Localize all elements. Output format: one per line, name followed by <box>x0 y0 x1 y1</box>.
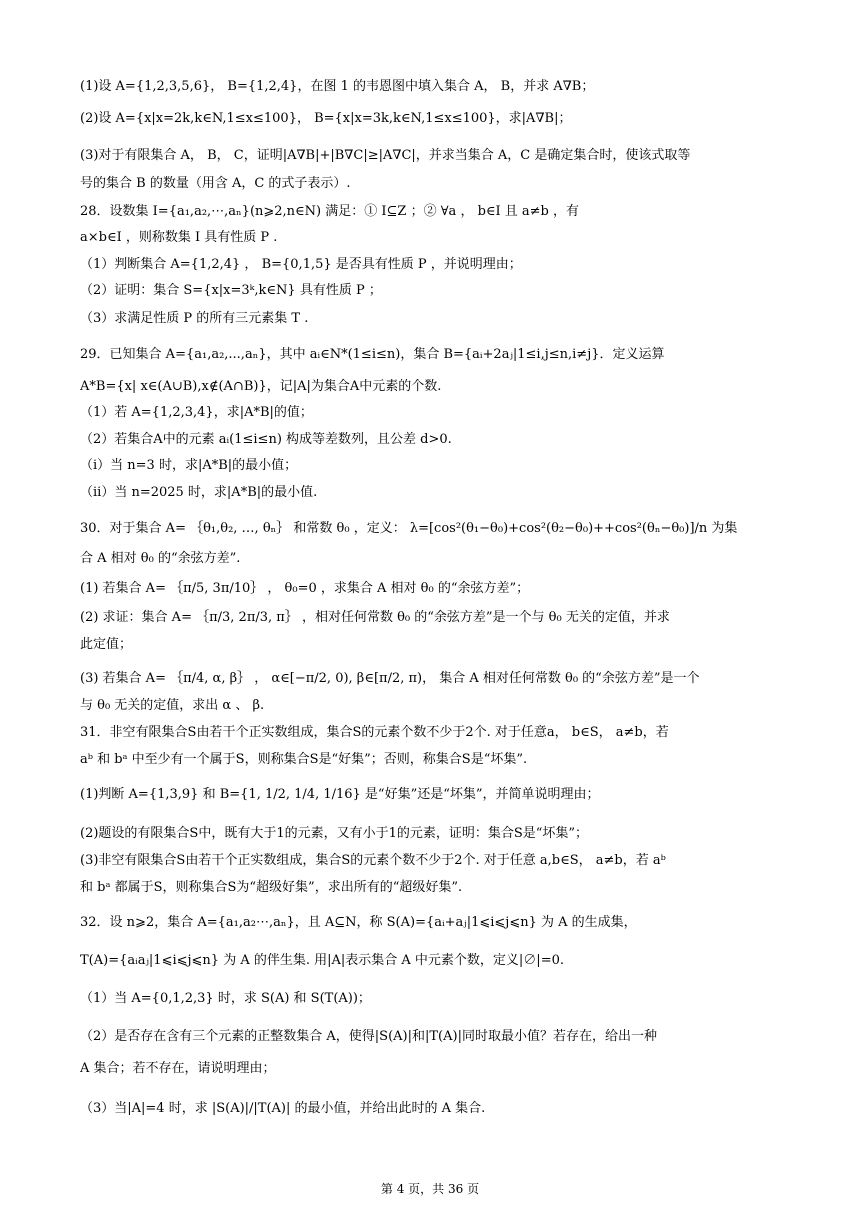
text-line: （1）判断集合 A={1,2,4} ， B={0,1,5} 是否具有性质 P ，并说明理由； <box>80 257 522 272</box>
text-line: （3）求满足性质 P 的所有三元素集 T . <box>80 311 309 326</box>
text-line: 28．设数集 I={a₁,a₂,⋯,aₙ}(n⩾2,n∈N) 满足：① I⊆Z ；② ∀a ， b∈I 且 a≠b ，有 <box>80 204 580 219</box>
text-line: (3) 若集合 A= ｛π/4, α, β｝ ， α∈[−π/2, 0), β∈[π/2, π)， 集合 A 相对任何常数 θ₀ 的“余弦方差”是一个 <box>80 671 700 686</box>
text-line: （1）当 A={0,1,2,3} 时，求 S(A) 和 S(T(A))； <box>80 991 371 1006</box>
text-line: T(A)={aᵢaⱼ|1⩽i⩽j⩽n} 为 A 的伴生集. 用|A|表示集合 A 中元素个数，定义|∅|=0. <box>80 953 564 968</box>
text-line: 与 θ₀ 无关的定值，求出 α 、 β. <box>80 698 265 713</box>
text-line: A 集合；若不存在，请说明理由； <box>80 1061 276 1076</box>
text-line: aᵇ 和 bᵃ 中至少有一个属于S，则称集合S是“好集”；否则，称集合S是“坏集”. <box>80 752 528 767</box>
page-footer: 第 4 页，共 36 页 <box>380 1182 480 1196</box>
text-line: 31．非空有限集合S由若干个正实数组成，集合S的元素个数不少于2个. 对于任意a， b∈S， a≠b，若 <box>80 725 669 740</box>
text-line: （3）当|A|=4 时，求 |S(A)|/|T(A)| 的最小值，并给出此时的 A 集合. <box>80 1101 486 1116</box>
text-line: 和 bᵃ 都属于S，则称集合S为“超级好集”，求出所有的“超级好集”. <box>80 880 463 895</box>
text-line: 此定值； <box>80 637 133 652</box>
text-line: （i）当 n=3 时，求|A*B|的最小值； <box>80 458 298 473</box>
text-line: 合 A 相对 θ₀ 的“余弦方差”. <box>80 551 241 566</box>
text-line: （2）是否存在含有三个元素的正整数集合 A，使得|S(A)|和|T(A)|同时取最小值？若存在，给出一种 <box>80 1029 657 1044</box>
text-line: (2)设 A={x|x=2k,k∈N,1≤x≤100}， B={x|x=3k,k∈N,1≤x≤100}，求|A∇B|； <box>80 111 572 126</box>
text-line: A*B={x| x∈(A∪B),x∉(A∩B)}，记|A|为集合A中元素的个数. <box>80 379 442 394</box>
text-line: 32．设 n⩾2，集合 A={a₁,a₂⋯,aₙ}，且 A⊆N，称 S(A)={aᵢ+aⱼ|1⩽i⩽j⩽n} 为 A 的生成集， <box>80 915 637 930</box>
text-line: 30．对于集合 A= ｛θ₁,θ₂, …, θₙ｝ 和常数 θ₀ ，定义： λ=[cos²(θ₁−θ₀)+cos²(θ₂−θ₀)++cos²(θₙ−θ₀)]/n 为集 <box>80 521 738 536</box>
text-line: (1)判断 A={1,3,9} 和 B={1, 1/2, 1/4, 1/16} 是“好集”还是“坏集”，并简单说明理由； <box>80 787 600 802</box>
text-line: (1)设 A={1,2,3,5,6}， B={1,2,4}，在图 1 的韦恩图中填入集合 A， B，并求 A∇B； <box>80 79 595 94</box>
text-line: （ii）当 n=2025 时，求|A*B|的最小值. <box>80 485 318 500</box>
text-line: (1) 若集合 A= ｛π/5, 3π/10｝ ， θ₀=0 ，求集合 A 相对 θ₀ 的“余弦方差”； <box>80 581 530 596</box>
text-line: （2）若集合A中的元素 aᵢ(1≤i≤n) 构成等差数列，且公差 d>0. <box>80 432 452 447</box>
text-line: (2)题设的有限集合S中，既有大于1的元素，又有小于1的元素，证明：集合S是“坏集”； <box>80 826 589 841</box>
text-line: (3)非空有限集合S由若干个正实数组成，集合S的元素个数不少于2个. 对于任意 a,b∈S， a≠b，若 aᵇ <box>80 853 666 868</box>
text-line: (3)对于有限集合 A， B， C，证明|A∇B|+|B∇C|≥|A∇C|，并求当集合 A，C 是确定集合时，使该式取等 <box>80 148 691 163</box>
text-line: 29．已知集合 A={a₁,a₂,...,aₙ}，其中 aᵢ∈N*(1≤i≤n)，集合 B={aᵢ+2aⱼ|1≤i,j≤n,i≠j}．定义运算 <box>80 347 665 362</box>
text-line: （1）若 A={1,2,3,4}，求|A*B|的值； <box>80 405 313 420</box>
text-line: a×b∈I ，则称数集 I 具有性质 P . <box>80 230 278 245</box>
text-line: （2）证明：集合 S={x|x=3ᵏ,k∈N} 具有性质 P ； <box>80 283 382 298</box>
text-line: 号的集合 B 的数量（用含 A，C 的式子表示）. <box>80 176 351 191</box>
text-line: (2) 求证：集合 A= ｛π/3, 2π/3, π｝ ，相对任何常数 θ₀ 的“余弦方差”是一个与 θ₀ 无关的定值，并求 <box>80 610 670 625</box>
